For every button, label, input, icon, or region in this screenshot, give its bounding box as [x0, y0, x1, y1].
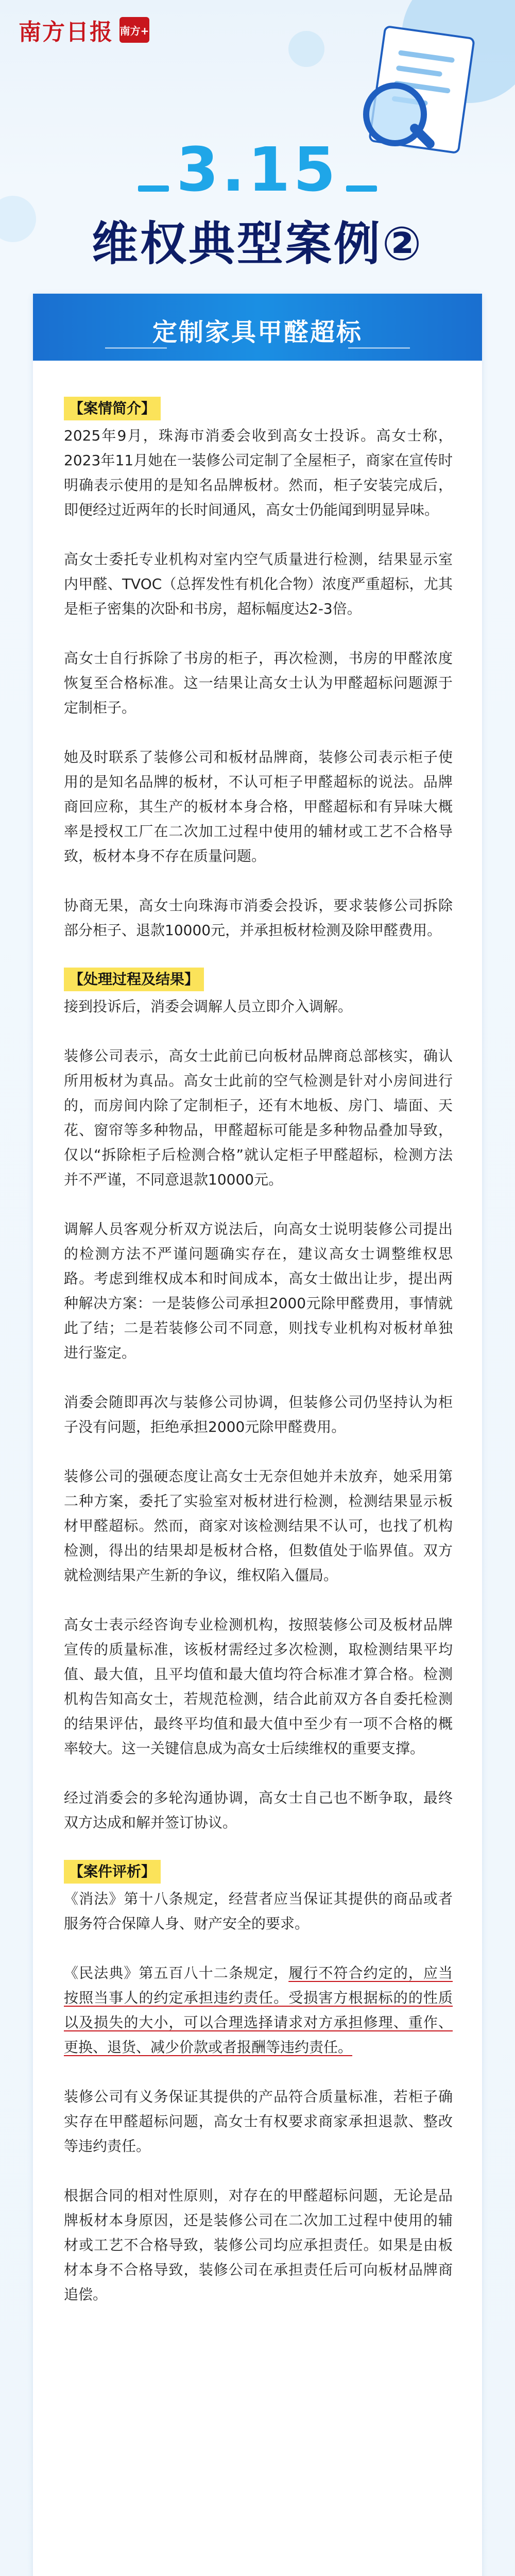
paragraph: 高女士表示经咨询专业检测机构，按照装修公司及板材品牌宣传的质量标准，该板材需经过多次检测，取检测结果平均值、最大值，且平均值和最大值均符合标准才算合格。检测机构告知高女士，若规范检测，结合此前双方各自委托检测的结果评估，最终平均值和最大值中至少有一项不合格的概率较大。这一关键信息成为高女士后续维权的重要支撑。 [64, 1616, 453, 1757]
case-title: 定制家具甲醛超标 [152, 318, 363, 347]
paragraph: 高女士委托专业机构对室内空气质量进行检测，结果显示室内甲醛、TVOC（总挥发性有机化合物）浓度严重超标，尤其是柜子密集的次卧和书房，超标幅度达2-3倍。 [64, 551, 453, 617]
logo-seal: 南方+ [119, 17, 149, 43]
paragraph: 接到投诉后，消委会调解人员立即介入调解。 [64, 998, 353, 1015]
case-card [33, 294, 482, 2576]
case-content [64, 397, 453, 2332]
paragraph: 2025年9月，珠海市消委会收到高女士投诉。高女士称，2023年11月她在一装修公司定制了全屋柜子，商家在宣传时明确表示使用的是知名品牌板材。然而，柜子安装完成后，即便经过近两年的长时间通风，高女士仍能闻到明显异味。 [64, 427, 453, 518]
paragraph: 经过消委会的多轮沟通协调，高女士自己也不断争取，最终双方达成和解并签订协议。 [64, 1789, 453, 1831]
paragraph: 她及时联系了装修公司和板材品牌商，装修公司表示柜子使用的是知名品牌的板材，不认可柜子甲醛超标的说法。品牌商回应称，其生产的板材本身合格，甲醛超标和有异味大概率是授权工厂在二次加工过程中使用的辅材或工艺不合格导致，板材本身不存在质量问题。 [64, 749, 453, 865]
title-number: 3.15 [176, 134, 339, 205]
event-title [0, 134, 515, 205]
paragraph: 消委会随即再次与装修公司协调，但装修公司仍坚持认为柜子没有问题，拒绝承担2000元除甲醛费用。 [64, 1394, 453, 1435]
section-tag-intro: 【案情简介】 [64, 397, 161, 420]
paragraph-civil-code [64, 1961, 453, 2060]
paragraph: 装修公司表示，高女士此前已向板材品牌商总部核实，确认所用板材为真品。高女士此前的空气检测是针对小房间进行的，而房间内除了定制柜子，还有木地板、房门、墙面、天花、窗帘等多种物品，甲醛超标可能是多种物品叠加导致，仅以“拆除柜子后检测合格”就认定柜子甲醛超标，检测方法并不严谨，不同意退款10000元。 [64, 1047, 453, 1188]
paragraph: 协商无果，高女士向珠海市消委会投诉，要求装修公司拆除部分柜子、退款10000元，并承担板材检测及除甲醛费用。 [64, 897, 453, 939]
page-title: 维权典型案例② [91, 217, 424, 271]
document-line [398, 50, 455, 63]
paragraph: 高女士自行拆除了书房的柜子，再次检测，书房的甲醛浓度恢复至合格标准。这一结果让高女士认为甲醛超标问题源于定制柜子。 [64, 650, 453, 716]
section-tag-analysis: 【案件评析】 [64, 1860, 161, 1884]
decorative-circle [288, 31, 324, 67]
paragraph: 调解人员客观分析双方说法后，向高女士说明装修公司提出的检测方法不严谨问题确实存在，建议高女士调整维权思路。考虑到维权成本和时间成本，高女士做出让步，提出两种解决方案：一是装修公司承担2000元除甲醛费用，事情就此了结；二是若装修公司不同意，则找专业机构对板材单独进行鉴定。 [64, 1221, 453, 1361]
case-banner [33, 294, 482, 361]
paragraph: 装修公司有义务保证其提供的产品符合质量标准，若柜子确实存在甲醛超标问题，高女士有权要求商家承担退款、整改等违约责任。 [64, 2088, 453, 2155]
title-dash [346, 185, 377, 192]
paragraph: 根据合同的相对性原则，对存在的甲醛超标问题，无论是品牌板材本身原因，还是装修公司在二次加工过程中使用的辅材或工艺不合格导致，装修公司均应承担责任。如果是由板材本身不合格导致，装修公司在承担责任后可向板材品牌商追偿。 [64, 2187, 453, 2303]
paragraph: 装修公司的强硬态度让高女士无奈但她并未放弃，她采用第二种方案，委托了实验室对板材进行检测，检测结果显示板材甲醛超标。然而，商家对该检测结果不认可，也找了机构检测，得出的结果却是板材合格，但数值处于临界值。双方就检测结果产生新的争议，维权陷入僵局。 [64, 1468, 453, 1584]
document-line [396, 65, 443, 77]
title-dash [138, 185, 169, 192]
paragraph: 《消法》第十八条规定，经营者应当保证其提供的商品或者服务符合保障人身、财产安全的要求。 [64, 1890, 453, 1932]
underlined-legal-text: 履行不符合约定的，应当按照当事人的约定承担违约责任。受损害方根据标的的性质以及损失的大小，可以合理选择请求对方承担修理、重作、更换、退货、减少价款或者报酬等违约责任。 [64, 1964, 453, 2056]
section-tag-process: 【处理过程及结果】 [64, 968, 204, 991]
newspaper-logo [19, 13, 149, 46]
logo-text: 南方日报 [19, 19, 113, 45]
page-header [0, 0, 515, 289]
civil-code-intro: 《民法典》第五百八十二条规定， [64, 1964, 289, 1981]
